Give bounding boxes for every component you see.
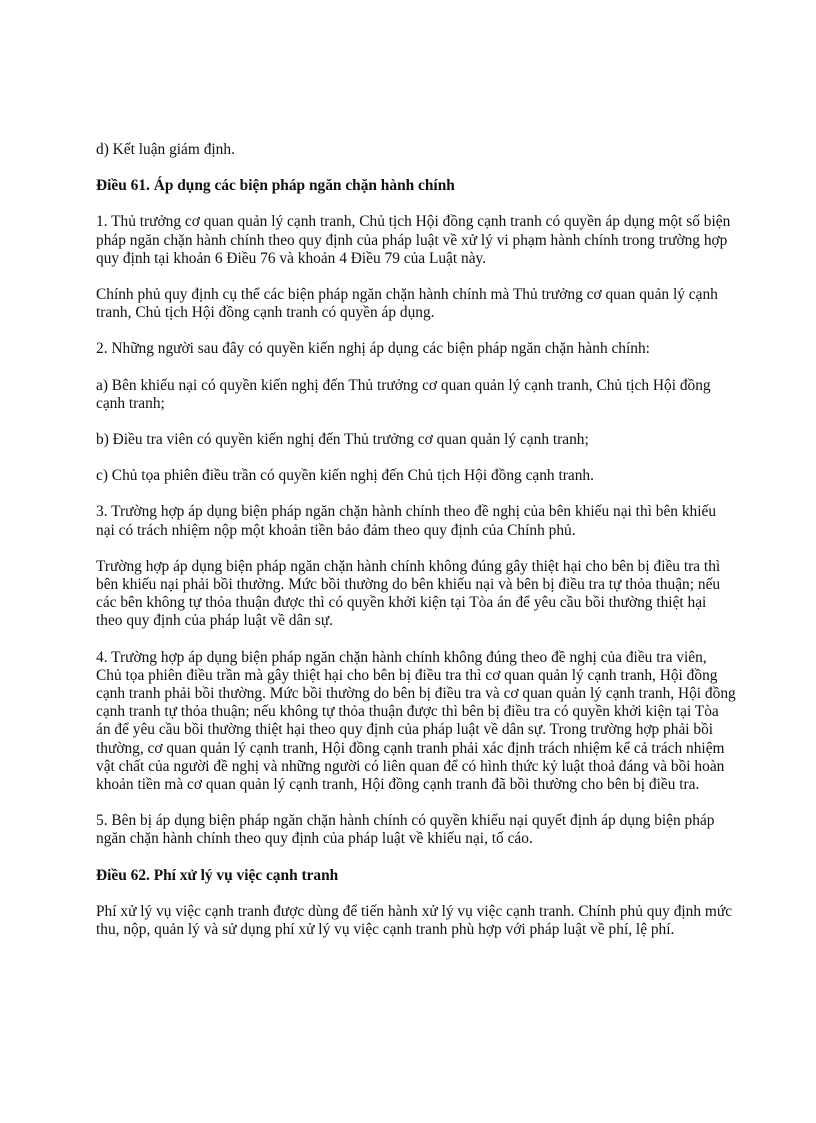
document-page [96,141,736,957]
article-61-clause-1-note: Chính phủ quy định cụ thể các biện pháp ngăn chặn hành chính mà Thủ trưởng cơ quan quản lý cạnh tranh, Chủ tịch Hội đồng cạnh tranh có quyền áp dụng. [96,286,718,322]
paragraph-d: d) Kết luận giám định. [96,141,235,158]
article-61-clause-3: 3. Trường hợp áp dụng biện pháp ngăn chặn hành chính theo đề nghị của bên khiếu nại thì bên khiếu nại có trách nhiệm nộp một khoản tiền bảo đảm theo quy định của Chính phủ. [96,503,717,539]
article-61-clause-2b: b) Điều tra viên có quyền kiến nghị đến Thủ trưởng cơ quan quản lý cạnh tranh; [96,431,589,449]
article-61-clause-3-note: Trường hợp áp dụng biện pháp ngăn chặn hành chính không đúng gây thiệt hại cho bên bị điều tra thì bên khiếu nại phải bồi thường. Mức bồi thường do bên khiếu nại và bên bị điều tra tự thỏa thuận; nếu các bên không tự thỏa thuận được thì có quyền khởi kiện tại Tòa án để yêu cầu bồi thường thiệt hại theo quy định của pháp luật về dân sự. [96,557,721,630]
article-62-heading: Điều 62. Phí xử lý vụ việc cạnh tranh [96,866,339,884]
article-62-body: Phí xử lý vụ việc cạnh tranh được dùng để tiến hành xử lý vụ việc cạnh tranh. Chính phủ quy định mức thu, nộp, quản lý và sử dụng phí xử lý vụ việc cạnh tranh phù hợp với pháp luật về phí, lệ phí. [96,902,733,939]
article-61-clause-2: 2. Những người sau đây có quyền kiến nghị áp dụng các biện pháp ngăn chặn hành chính: [96,340,650,358]
article-61-clause-5: 5. Bên bị áp dụng biện pháp ngăn chặn hành chính có quyền khiếu nại quyết định áp dụng biện pháp ngăn chặn hành chính theo quy định của pháp luật về khiếu nại, tố cáo. [96,812,715,848]
article-61-clause-1: 1. Thủ trưởng cơ quan quản lý cạnh tranh, Chủ tịch Hội đồng cạnh tranh có quyền áp dụng một số biện pháp ngăn chặn hành chính theo quy định của pháp luật về xử lý vi phạm hành chính trong trường hợp quy định tại khoản 6 Điều 76 và khoản 4 Điều 79 của Luật này. [96,213,731,267]
article-61-clause-2c: c) Chủ tọa phiên điều trần có quyền kiến nghị đến Chủ tịch Hội đồng cạnh tranh. [96,467,594,485]
article-61-clause-4: 4. Trường hợp áp dụng biện pháp ngăn chặn hành chính không đúng theo đề nghị của điều tra viên, Chủ tọa phiên điều trần mà gây thiệt hại cho bên bị điều tra thì cơ quan quản lý cạnh tranh, Hội đồng cạnh tranh phải bồi thường. Mức bồi thường do bên bị điều tra và cơ quan quản lý cạnh tranh, Hội đồng cạnh tranh tự thỏa thuận; nếu không tự thỏa thuận được thì bên bị điều tra có quyền khởi kiện tại Tòa án để yêu cầu bồi thường thiệt hại theo quy định của pháp luật về dân sự. Trong trường hợp phải bồi thường, cơ quan quản lý cạnh tranh, Hội đồng cạnh tranh phải xác định trách nhiệm kể cả trách nhiệm vật chất của người đề nghị và những người có liên quan để có hình thức kỷ luật thoả đáng và bồi hoàn khoản tiền mà cơ quan quản lý cạnh tranh, Hội đồng cạnh tranh đã bồi thường cho bên bị điều tra. [96,648,736,794]
article-61-clause-2a: a) Bên khiếu nại có quyền kiến nghị đến Thủ trưởng cơ quan quản lý cạnh tranh, Chủ tịch Hội đồng cạnh tranh; [96,376,711,412]
article-61-heading: Điều 61. Áp dụng các biện pháp ngăn chặn hành chính [96,177,455,195]
